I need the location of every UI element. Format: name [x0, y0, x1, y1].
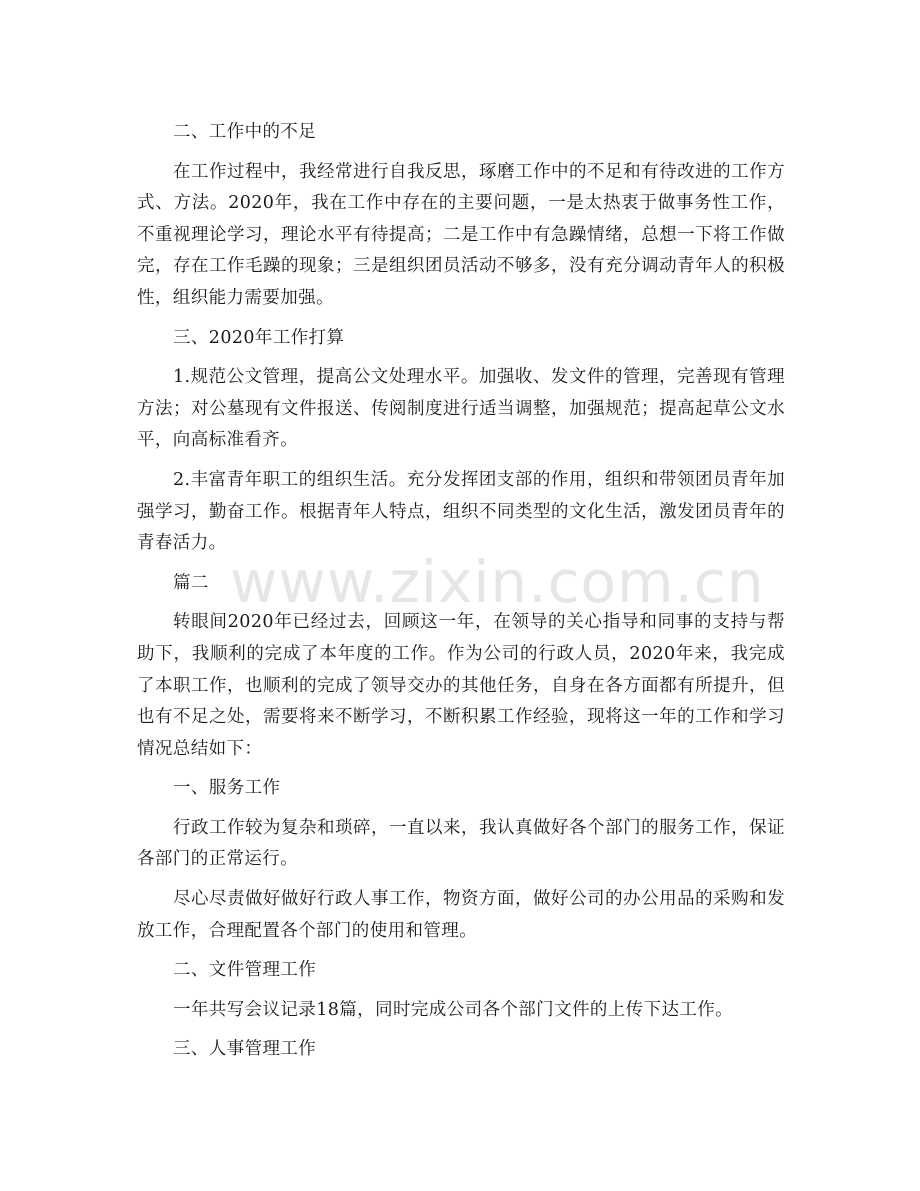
paragraph: 2.丰富青年职工的组织生活。充分发挥团支部的作用，组织和带领团员青年加强学习，勤奋工作。根据青年人特点，组织不同类型的文化生活，激发团员青年的青春活力。: [137, 469, 785, 554]
paragraph: 一年共写会议记录18篇，同时完成公司各个部门文件的上传下达工作。: [173, 999, 734, 1020]
section-heading: 三、人事管理工作: [173, 1039, 317, 1060]
paragraph: 在工作过程中，我经常进行自我反思，琢磨工作中的不足和有待改进的工作方式、方法。2020年，我在工作中存在的主要问题，一是太热衷于做事务性工作，不重视理论学习，理论水平有待提高；二是工作中有急躁情绪，总想一下将工作做完，存在工作毛躁的现象；三是组织团员活动不够多，没有充分调动青年人的积极性，组织能力需要加强。: [137, 161, 785, 308]
paragraph: 行政工作较为复杂和琐碎，一直以来，我认真做好各个部门的服务工作，保证各部门的正常运行。: [137, 817, 785, 870]
section-heading: 三、2020年工作打算: [173, 327, 345, 348]
paragraph: 转眼间2020年已经过去，回顾这一年，在领导的关心指导和同事的支持与帮助下，我顺利的完成了本年度的工作。作为公司的行政人员，2020年来，我完成了本职工作，也顺利的完成了领导交办的其他任务，自身在各方面都有所提升，但也有不足之处，需要将来不断学习，不断积累工作经验，现将这一年的工作和学习情况总结如下：: [137, 612, 785, 759]
document-body: [137, 117, 785, 1074]
section-heading: 二、文件管理工作: [173, 960, 317, 981]
paragraph: 尽心尽责做好做好行政人事工作，物资方面，做好公司的办公用品的采购和发放工作，合理配置各个部门的使用和管理。: [137, 889, 785, 941]
section-heading: 一、服务工作: [173, 778, 281, 799]
paragraph: 1.规范公文管理，提高公文处理水平。加强收、发文件的管理，完善现有管理方法；对公墓现有文件报送、传阅制度进行适当调整，加强规范；提高起草公文水平，向高标准看齐。: [137, 367, 785, 451]
section-heading: 篇二: [173, 572, 209, 593]
section-heading: 二、工作中的不足: [173, 122, 317, 142]
watermark: www.zixin.com.cn: [230, 548, 765, 616]
